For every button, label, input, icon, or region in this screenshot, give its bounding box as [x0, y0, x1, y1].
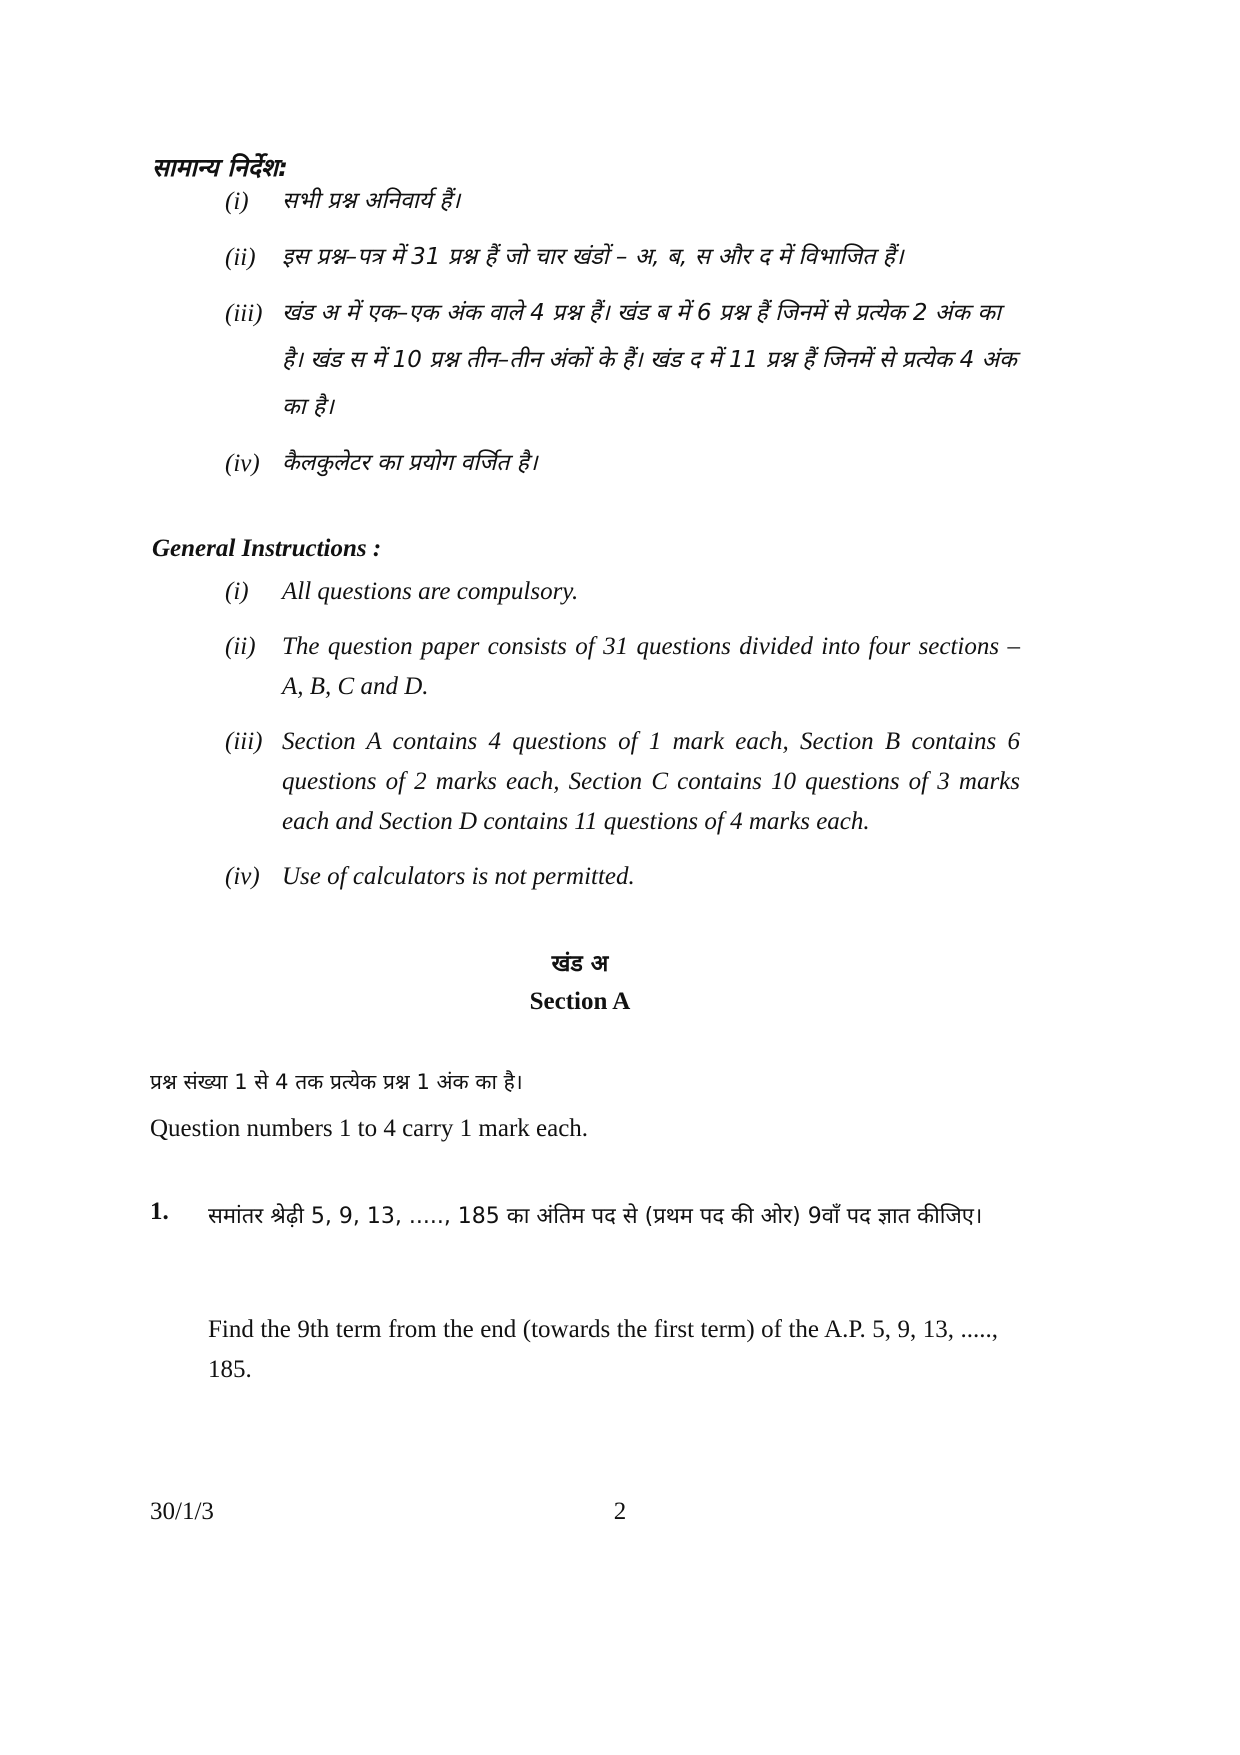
item-text: The question paper consists of 31 questions divided into four sections – A, B, C and D. — [282, 633, 1020, 700]
item-number: (ii) — [225, 633, 256, 660]
question-text-english: Find the 9th term from the end (towards the first term) of the A.P. 5, 9, 13, ....., 185. — [208, 1316, 998, 1383]
item-text: इस प्रश्न–पत्र में 31 प्रश्न हैं जो चार खंडों – अ, ब, स और द में विभाजित हैं। — [282, 244, 904, 270]
item-number: (ii) — [225, 244, 256, 271]
english-instructions-heading: General Instructions : — [152, 535, 382, 562]
section-title-english: Section A — [529, 988, 631, 1015]
section-title-hindi: खंड अ — [551, 951, 609, 977]
section-note-hindi: प्रश्न संख्या 1 से 4 तक प्रत्येक प्रश्न 1 अंक का है। — [150, 1070, 523, 1094]
list-item — [225, 178, 1020, 225]
section-note-english: Question numbers 1 to 4 carry 1 mark each. — [150, 1115, 589, 1142]
list-item — [225, 290, 1020, 431]
list-item — [225, 572, 1020, 612]
item-number: (iv) — [225, 863, 260, 890]
hindi-instructions-heading: सामान्य निर्देश: — [152, 153, 289, 182]
question-text-hindi: समांतर श्रेढ़ी 5, 9, 13, ....., 185 का अंतिम पद से (प्रथम पद की ओर) 9वाँ पद ज्ञात कीजिए। — [208, 1204, 983, 1229]
item-text: All questions are compulsory. — [282, 578, 579, 605]
list-item — [225, 857, 1020, 897]
list-item — [225, 234, 1020, 281]
item-number: (iii) — [225, 728, 263, 755]
list-item — [225, 722, 1020, 842]
item-number: (i) — [225, 578, 249, 605]
english-instructions-list — [225, 572, 1020, 912]
page-number: 2 — [613, 1498, 627, 1525]
hindi-instructions-list — [225, 178, 1020, 496]
item-number: (i) — [225, 188, 249, 215]
item-text: Section A contains 4 questions of 1 mark each, Section B contains 6 questions of 2 marks each, Section C contains 10 questions of 3 marks each and Section D contains 11 questions of 4 marks each. — [282, 728, 1020, 835]
paper-code: 30/1/3 — [150, 1498, 214, 1525]
item-number: (iv) — [225, 450, 260, 477]
question-number: 1. — [150, 1198, 169, 1225]
list-item — [225, 440, 1020, 487]
item-text: खंड अ में एक–एक अंक वाले 4 प्रश्न हैं। खंड ब में 6 प्रश्न हैं जिनमें से प्रत्येक 2 अंक का है। खंड स में 10 प्रश्न तीन–तीन अंकों के हैं। खंड द में 11 प्रश्न हैं जिनमें से प्रत्येक 4 अंक का है। — [282, 300, 1017, 420]
item-text: कैलकुलेटर का प्रयोग वर्जित है। — [282, 450, 538, 476]
item-text: सभी प्रश्न अनिवार्य हैं। — [282, 188, 461, 214]
list-item — [225, 627, 1020, 707]
item-number: (iii) — [225, 300, 263, 327]
item-text: Use of calculators is not permitted. — [282, 863, 635, 890]
